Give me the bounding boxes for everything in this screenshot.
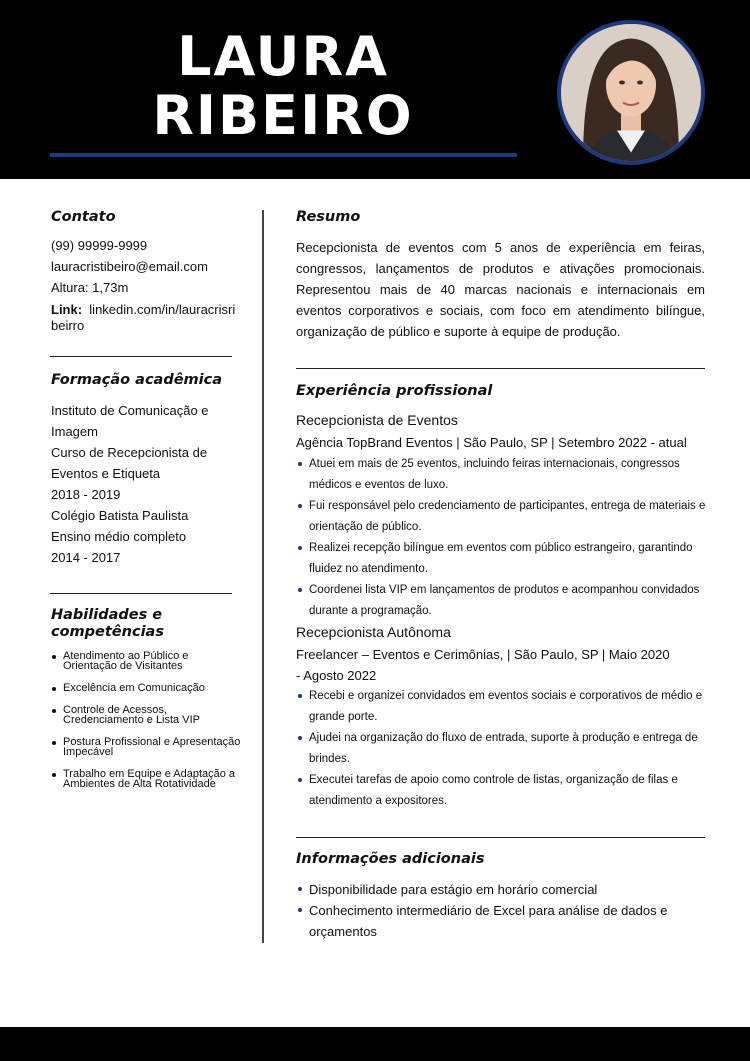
job-bullet: Executei tarefas de apoio como controle de listas, organização de filas e atendimento a expositores. [296,770,708,812]
job-meta: Agência TopBrand Eventos | São Paulo, SP | Setembro 2022 - atual [296,435,687,450]
education-line: Ensino médio completo [51,529,187,544]
last-name: RIBEIRO [152,84,414,147]
skill-item: Trabalho em Equipe e Adaptação a Ambientes de Alta Rotatividade [51,769,241,789]
education-line: 2018 - 2019 [51,487,121,502]
skill-item: Controle de Acessos, Credenciamento e Lista VIP [51,705,241,725]
summary-text: Recepcionista de eventos com 5 anos de experiência em feiras, congressos, lançamentos de produtos e ativações promocionais. Representou mais de 40 marcas nacionais e internacionais em eventos corporativos e sociais, com foco em atendimento bilíngue, organização de público e suporte à equipe de produção. [296,240,705,339]
contact-link [51,302,236,334]
contact-email: lauracristibeiro@email.com [51,259,208,274]
education-line: Instituto de Comunicação e Imagem [51,403,209,439]
job-role: Recepcionista Autônoma [296,624,451,640]
job-bullets [296,686,708,812]
education-line: Colégio Batista Paulista [51,508,189,523]
additional-item: Conhecimento intermediário de Excel para análise de dados e orçamentos [296,900,706,942]
column-divider [262,210,264,943]
contact-phone: (99) 99999-9999 [51,238,148,253]
education-title: Formação acadêmica [51,372,223,388]
link-value[interactable]: linkedin.com/in/lauracrisribeirro [51,302,236,333]
education-line: Curso de Recepcionista de Eventos e Etiqueta [51,445,208,481]
name-underline [50,153,517,157]
section-divider [50,593,232,594]
job-bullet: Coordenei lista VIP em lançamentos de produtos e acompanhou convidados durante a programação. [296,580,708,622]
skills-title: Habilidades e competências [51,607,164,640]
job-bullet: Ajudei na organização do fluxo de entrada, suporte à produção e entrega de brindes. [296,728,708,770]
job-bullet: Fui responsável pelo credenciamento de participantes, entrega de materiais e orientação de público. [296,496,708,538]
job-meta: Freelancer – Eventos e Cerimônias, | São Paulo, SP | Maio 2020 - Agosto 2022 [296,647,670,683]
contact-height: Altura: 1,73m [51,280,129,295]
contact-block [51,235,236,298]
link-label: Link: [51,302,83,317]
additional-item: Disponibilidade para estágio em horário comercial [296,879,706,900]
skill-item: Atendimento ao Público e Orientação de Visitantes [51,651,241,671]
additional-title: Informações adicionais [296,851,485,867]
additional-list [296,879,706,942]
first-name: LAURA [177,25,389,88]
job-role: Recepcionista de Eventos [296,412,458,428]
skill-item: Postura Profissional e Apresentação Impecável [51,737,241,757]
job-bullet: Atuei em mais de 25 eventos, incluindo feiras internacionais, congressos médicos e eventos de luxo. [296,454,708,496]
experience-title: Experiência profissional [296,383,493,399]
contact-title: Contato [51,209,116,225]
education-block [51,400,236,568]
job-bullets [296,454,708,622]
footer-bar [0,1027,750,1061]
summary-title: Resumo [296,209,361,225]
section-divider [50,356,232,357]
skill-item: Excelência em Comunicação [51,683,241,693]
job-bullet: Recebi e organizei convidados em eventos sociais e corporativos de médio e grande porte. [296,686,708,728]
section-divider [296,368,705,369]
job-bullet: Realizei recepção bilíngue em eventos com público estrangeiro, garantindo fluidez no atendimento. [296,538,708,580]
section-divider [296,837,705,838]
education-line: 2014 - 2017 [51,550,121,565]
profile-photo [557,20,705,165]
skills-list [51,651,241,801]
